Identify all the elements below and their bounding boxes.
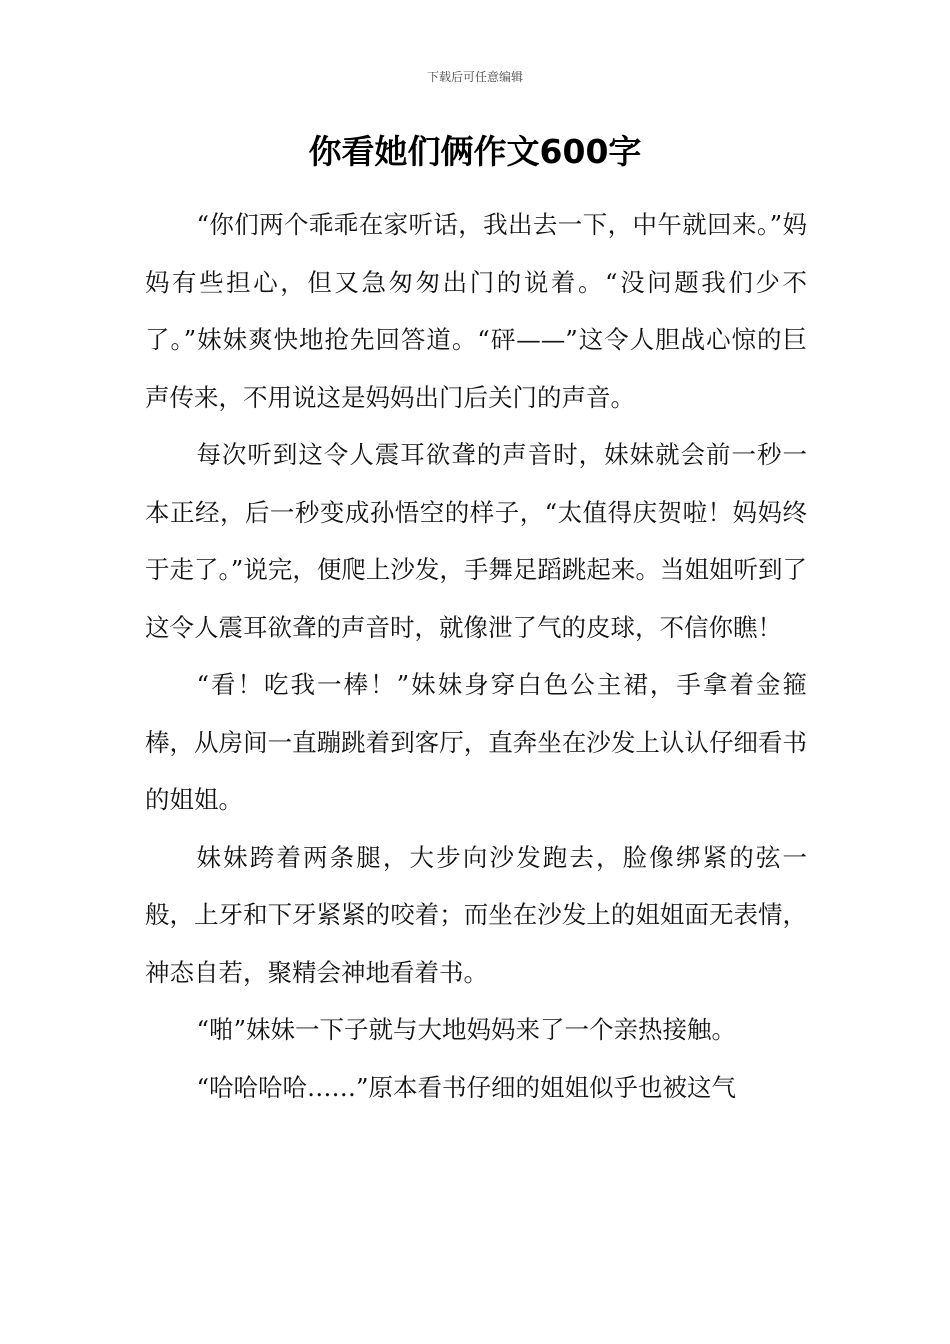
paragraph: “你们两个乖乖在家听话，我出去一下，中午就回来。”妈妈有些担心，但又急匆匆出门的说着。“没问题我们少不了。”妹妹爽快地抢先回答道。“砰——”这令人胆战心惊的巨声传来，不用说这是妈妈出门后关门的声音。 (145, 210, 807, 412)
header-note: 下载后可任意编辑 (426, 70, 523, 84)
document-title: 你看她们俩作文600字 (308, 132, 642, 171)
paragraph: 每次听到这令人震耳欲聋的声音时，妹妹就会前一秒一本正经，后一秒变成孙悟空的样子，“太值得庆贺啦！妈妈终于走了。”说完，便爬上沙发，手舞足蹈跳起来。当姐姐听到了这令人震耳欲聋的声音时，就像泄了气的皮球，不信你瞧！ (145, 440, 807, 642)
paragraph: “哈哈哈哈……”原本看书仔细的姐姐似乎也被这气 (196, 1072, 736, 1102)
paragraph: 妹妹跨着两条腿，大步向沙发跑去，脸像绑紧的弦一般，上牙和下牙紧紧的咬着；而坐在沙发上的姐姐面无表情，神态自若，聚精会神地看着书。 (145, 842, 807, 987)
essay-body (145, 196, 807, 1116)
paragraph: “啪”妹妹一下子就与大地妈妈来了一个亲热接触。 (196, 1015, 736, 1044)
paragraph: “看！吃我一棒！”妹妹身穿白色公主裙，手拿着金箍棒，从房间一直蹦跳着到客厅，直奔坐在沙发上认认仔细看书的姐姐。 (145, 670, 807, 814)
